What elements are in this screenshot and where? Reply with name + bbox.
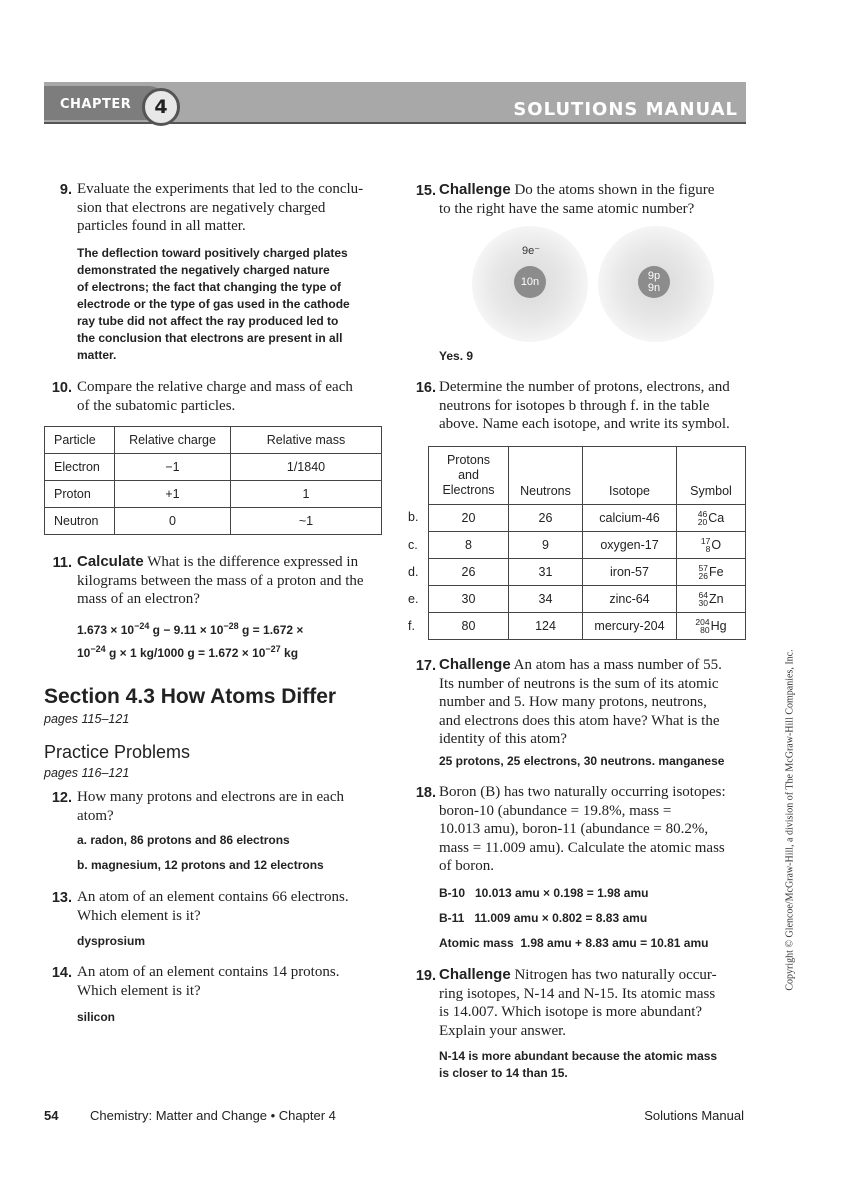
mass-number: 64: [698, 590, 708, 600]
table-row: [45, 481, 382, 508]
table-cell: 30: [429, 586, 509, 613]
page-number: 54: [44, 1108, 59, 1123]
answer-line: The deflection toward positively charged plates: [77, 246, 348, 260]
chapter-label: CHAPTER: [60, 97, 132, 112]
question-13-text: [77, 888, 387, 925]
text-line: What is the difference expressed in: [147, 554, 359, 570]
table-row: [429, 532, 746, 559]
text-line: is 14.007. Which isotope is more abundant?: [439, 1004, 703, 1020]
text-line: Nitrogen has two naturally occur-: [514, 967, 717, 983]
question-13-answer: dysprosium: [77, 934, 146, 948]
text-line: Compare the relative charge and mass of each: [77, 379, 353, 395]
chapter-number-badge: 4: [142, 88, 180, 126]
answer-part: g × 1 kg/1000 g = 1.672 × 10: [105, 646, 266, 660]
isotope-table: [428, 446, 746, 640]
question-number: 18.: [415, 785, 436, 801]
table-cell: ~1: [231, 508, 382, 535]
question-18-answer-total: Atomic mass 1.98 amu + 8.83 amu = 10.81 amu: [439, 936, 709, 950]
question-11-text: [77, 553, 387, 609]
table-header: Relative charge: [115, 427, 231, 454]
table-cell: iron-57: [583, 559, 677, 586]
text-line: of the subatomic particles.: [77, 397, 236, 414]
isotope-symbol: [677, 613, 746, 640]
text-line: Do the atoms shown in the figure: [514, 182, 715, 198]
table-row: [429, 505, 746, 532]
particle-table: [44, 426, 382, 535]
question-14-answer: silicon: [77, 1010, 116, 1024]
question-11-answer: [77, 617, 387, 663]
table-cell: 20: [429, 505, 509, 532]
header-line: and: [458, 468, 479, 482]
table-cell: Proton: [45, 481, 115, 508]
question-number: 9.: [59, 182, 72, 198]
element-symbol: Hg: [710, 619, 727, 633]
question-number: 15.: [415, 183, 436, 199]
table-cell: 9: [509, 532, 583, 559]
element-symbol: Fe: [708, 565, 724, 579]
text-line: mass of an electron?: [77, 591, 200, 607]
text-line: Explain your answer.: [439, 1022, 567, 1039]
table-row: [45, 508, 382, 535]
text-line: neutrons for isotopes b through f. in the table: [439, 397, 710, 414]
text-line: How many protons and electrons are in each: [77, 789, 344, 805]
text-line: identity of this atom?: [439, 731, 567, 747]
section-pages: pages 115–121: [44, 712, 130, 726]
question-12-text: [77, 788, 387, 825]
question-12-answer-b: b. magnesium, 12 protons and 12 electrons: [77, 858, 324, 872]
manual-title: SOLUTIONS MANUAL: [513, 99, 738, 120]
footer-book-title: Chemistry: Matter and Change • Chapter 4: [90, 1108, 336, 1123]
practice-problems-title: Practice Problems: [44, 742, 191, 762]
exponent: −24: [134, 621, 150, 631]
text-line: to the right have the same atomic number?: [439, 200, 695, 217]
question-12-answer-a: a. radon, 86 protons and 86 electrons: [77, 833, 290, 847]
keyword-label: Challenge: [439, 656, 511, 673]
keyword-label: Challenge: [439, 181, 511, 198]
text-line: and electrons does this atom have? What is the: [439, 712, 720, 729]
text-line: boron-10 (abundance = 19.8%, mass =: [439, 802, 672, 819]
table-cell: 1/1840: [231, 454, 382, 481]
question-number: 12.: [51, 790, 72, 806]
text-line: Which element is it?: [77, 907, 201, 924]
text-line: sion that electrons are negatively charged: [77, 199, 326, 216]
question-number: 14.: [51, 965, 72, 981]
answer-line: of electrons; the fact that changing the type of: [77, 280, 342, 294]
header-line: Protons: [446, 453, 491, 467]
atomic-number: 26: [698, 571, 708, 581]
answer-line: electrode or the type of gas used in the cathode: [77, 297, 350, 311]
table-row: [429, 613, 746, 640]
question-number: 17.: [415, 658, 436, 674]
row-label: d.: [408, 565, 419, 579]
table-cell: 1: [231, 481, 382, 508]
answer-part: g = 1.672 ×: [238, 623, 304, 637]
isotope-symbol: [677, 586, 746, 613]
question-15-answer: Yes. 9: [439, 349, 474, 363]
text-line: Its number of neutrons is the sum of its atomic: [439, 675, 719, 692]
answer-line: demonstrated the negatively charged nature: [77, 263, 330, 277]
question-16-text: [439, 378, 759, 434]
question-17-answer: 25 protons, 25 electrons, 30 neutrons. manganese: [439, 754, 725, 768]
nucleus-label: 10n: [520, 276, 540, 288]
question-number: 19.: [415, 968, 436, 984]
isotope-symbol: [677, 559, 746, 586]
answer-line: N-14 is more abundant because the atomic mass: [439, 1049, 718, 1063]
table-cell: mercury-204: [583, 613, 677, 640]
text-line: mass = 11.009 amu). Calculate the atomic mass: [439, 839, 725, 856]
table-cell: 26: [509, 505, 583, 532]
table-header: [429, 447, 509, 505]
isotope-symbol: [677, 532, 746, 559]
keyword-label: Challenge: [439, 966, 511, 983]
question-17-text: [439, 656, 759, 749]
text-line: An atom of an element contains 66 electrons.: [77, 889, 349, 905]
row-label: c.: [408, 538, 418, 552]
table-row: [45, 454, 382, 481]
table-cell: 124: [509, 613, 583, 640]
text-line: number and 5. How many protons, neutrons,: [439, 694, 707, 710]
table-cell: calcium-46: [583, 505, 677, 532]
answer-line: ray tube did not affect the ray produced led to: [77, 314, 339, 328]
section-title: Section 4.3 How Atoms Differ: [44, 685, 337, 708]
table-header: Particle: [45, 427, 115, 454]
text-line: 10.013 amu), boron-11 (abundance = 80.2%,: [439, 821, 709, 837]
text-line: above. Name each isotope, and write its symbol.: [439, 416, 730, 432]
text-line: Boron (B) has two naturally occurring isotopes:: [439, 784, 726, 800]
row-label: e.: [408, 592, 419, 606]
text-line: Determine the number of protons, electrons, and: [439, 379, 730, 395]
isotope-symbol: [677, 505, 746, 532]
nucleus-label: 9n: [647, 282, 661, 294]
exponent: −24: [90, 644, 106, 654]
table-header: Neutrons: [509, 447, 583, 505]
question-number: 16.: [415, 380, 436, 396]
table-cell: 80: [429, 613, 509, 640]
mass-number: 204: [695, 617, 710, 627]
element-symbol: O: [711, 538, 722, 552]
question-19-answer: [439, 1048, 717, 1082]
mass-number: 57: [698, 563, 708, 573]
element-symbol: Ca: [708, 511, 725, 525]
header-line: Electrons: [442, 483, 495, 497]
answer-line: matter.: [77, 348, 117, 362]
atomic-number: 30: [698, 598, 708, 608]
table-cell: 0: [115, 508, 231, 535]
table-header: Symbol: [677, 447, 746, 505]
copyright-notice: Copyright © Glencoe/McGraw-Hill, a division of The McGraw-Hill Companies, Inc.: [784, 649, 796, 991]
question-number: 11.: [52, 555, 72, 571]
text-line: kilograms between the mass of a proton and the: [77, 572, 364, 589]
text-line: atom?: [77, 807, 114, 824]
table-cell: +1: [115, 481, 231, 508]
text-line: Evaluate the experiments that led to the conclu-: [77, 181, 364, 197]
element-symbol: Zn: [708, 592, 724, 606]
nucleus-label: 9p: [647, 270, 661, 282]
question-19-text: [439, 966, 759, 1040]
atomic-number: 8: [705, 544, 711, 554]
answer-part: 10: [77, 646, 91, 660]
question-14-text: [77, 963, 387, 1000]
answer-line: is closer to 14 than 15.: [439, 1066, 568, 1080]
atomic-number: 20: [697, 517, 708, 527]
text-line: An atom has a mass number of 55.: [513, 657, 722, 673]
atomic-number: 80: [700, 625, 710, 635]
question-number: 10.: [51, 380, 72, 396]
answer-part: kg: [280, 646, 299, 660]
practice-pages: pages 116–121: [44, 766, 130, 780]
text-line: Which element is it?: [77, 982, 201, 999]
question-number: 13.: [51, 890, 72, 906]
keyword-label: Calculate: [77, 553, 144, 570]
answer-line: the conclusion that electrons are present in all: [77, 331, 343, 345]
table-cell: Neutron: [45, 508, 115, 535]
table-cell: Electron: [45, 454, 115, 481]
question-9-text: [77, 180, 387, 236]
row-label: b.: [408, 510, 419, 524]
exponent: −27: [265, 644, 281, 654]
table-cell: oxygen-17: [583, 532, 677, 559]
table-header: Isotope: [583, 447, 677, 505]
answer-part: g − 9.11 × 10: [149, 623, 224, 637]
question-15-text: [439, 181, 759, 218]
table-cell: zinc-64: [583, 586, 677, 613]
table-row: [429, 586, 746, 613]
mass-number: 17: [700, 536, 711, 546]
text-line: ring isotopes, N-14 and N-15. Its atomic mass: [439, 985, 716, 1002]
question-18-answer-b11: B-11 11.009 amu × 0.802 = 8.83 amu: [439, 911, 648, 925]
table-row: [429, 559, 746, 586]
table-cell: 34: [509, 586, 583, 613]
table-cell: 8: [429, 532, 509, 559]
table-cell: 31: [509, 559, 583, 586]
question-18-text: [439, 783, 759, 876]
atom-1-electron-label: 9e⁻: [522, 245, 541, 257]
table-cell: 26: [429, 559, 509, 586]
atom-2-nucleus: [638, 266, 670, 298]
atom-1-nucleus: [514, 266, 546, 298]
question-18-answer-b10: B-10 10.013 amu × 0.198 = 1.98 amu: [439, 886, 649, 900]
row-label: f.: [408, 619, 415, 633]
text-line: of boron.: [439, 858, 494, 874]
text-line: particles found in all matter.: [77, 218, 246, 234]
table-header: Relative mass: [231, 427, 382, 454]
footer-manual-title: Solutions Manual: [644, 1108, 744, 1123]
exponent: −28: [223, 621, 239, 631]
text-line: An atom of an element contains 14 protons.: [77, 964, 340, 980]
answer-part: 1.673 × 10: [77, 623, 135, 637]
mass-number: 46: [697, 509, 708, 519]
question-9-answer: [77, 245, 387, 364]
table-cell: −1: [115, 454, 231, 481]
question-10-text: [77, 378, 387, 415]
